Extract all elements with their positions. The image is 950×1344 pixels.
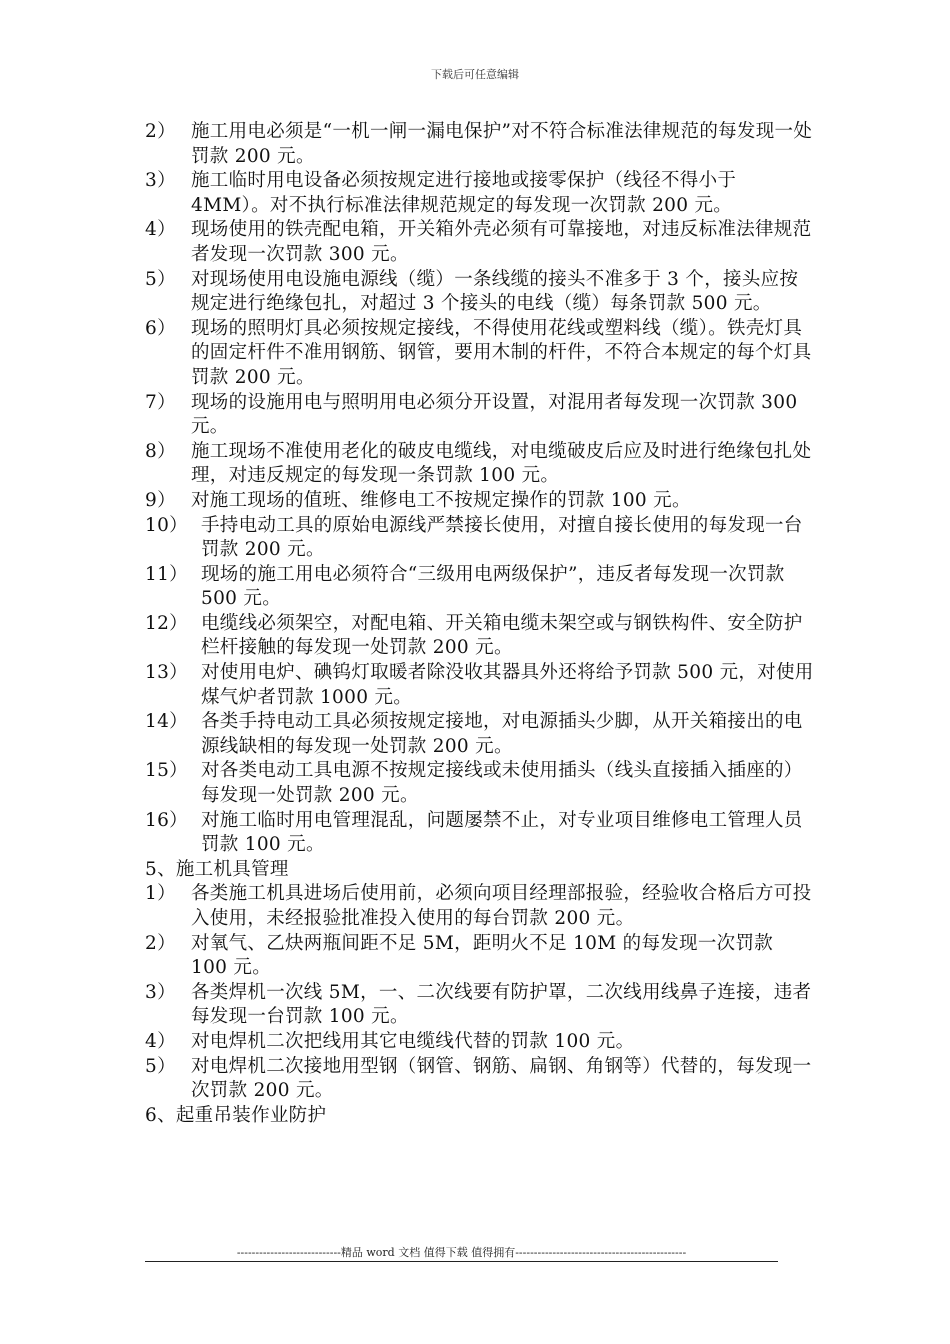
- item-text: 现场的照明灯具必须按规定接线，不得使用花线或塑料线（缆）。铁壳灯具的固定杆件不准用钢筋、钢管，要用木制的杆件，不符合本规定的每个灯具罚款 200 元。: [191, 317, 812, 388]
- footer-divider: [145, 1261, 778, 1262]
- list-item: [145, 563, 815, 612]
- item-text: 对现场使用电设施电源线（缆）一条线缆的接头不准多于 3 个，接头应按规定进行绝缘包扎，对超过 3 个接头的电线（缆）每条罚款 500 元。: [191, 268, 799, 315]
- item-number: 4）: [145, 1030, 176, 1052]
- item-text: 现场的设施用电与照明用电必须分开设置，对混用者每发现一次罚款 300 元。: [191, 391, 798, 438]
- list-item: [145, 710, 815, 759]
- page-footer: ----------------------------精品 word 文档 值得下载 值得拥有----------------------------------------------: [236, 1246, 687, 1259]
- list-item: [145, 268, 815, 317]
- list-item: [145, 317, 815, 391]
- item-number: 5）: [145, 1055, 176, 1077]
- section-heading: 6、起重吊装作业防护: [145, 1104, 327, 1126]
- item-number: 6）: [145, 317, 176, 339]
- document-body: [145, 120, 815, 1128]
- list-item: [145, 759, 815, 808]
- item-number: 9）: [145, 489, 176, 511]
- list-item: [145, 882, 815, 931]
- item-text: 各类手持电动工具必须按规定接地，对电源插头少脚，从开关箱接出的电源线缺相的每发现一处罚款 200 元。: [201, 711, 803, 757]
- item-number: 11）: [145, 563, 188, 585]
- list-item: [145, 489, 815, 514]
- list-item: [145, 120, 815, 169]
- item-text: 各类施工机具进场后使用前，必须向项目经理部报验，经验收合格后方可投入使用，未经报验批准投入使用的每台罚款 200 元。: [191, 883, 812, 929]
- item-number: 2）: [145, 121, 176, 142]
- item-number: 1）: [145, 883, 176, 905]
- item-number: 2）: [145, 932, 176, 954]
- list-item: [145, 981, 815, 1030]
- item-text: 施工用电必须是“一机一闸一漏电保护”对不符合标准法律规范的每发现一处罚款 200 元。: [191, 121, 813, 167]
- list-item: [145, 440, 815, 489]
- item-text: 对电焊机二次接地用型钢（钢管、钢筋、扁钢、角钢等）代替的，每发现一次罚款 200 元。: [191, 1055, 812, 1102]
- item-text: 手持电动工具的原始电源线严禁接长使用，对擅自接长使用的每发现一台罚款 200 元。: [201, 514, 803, 561]
- list-item: [145, 514, 815, 563]
- item-text: 现场使用的铁壳配电箱，开关箱外壳必须有可靠接地，对违反标准法律规范者发现一次罚款 300 元。: [191, 219, 812, 265]
- item-text: 施工现场不准使用老化的破皮电缆线，对电缆破皮后应及时进行绝缘包扎处理，对违反规定的每发现一条罚款 100 元。: [191, 440, 812, 487]
- list-item: [145, 932, 815, 981]
- item-text: 施工临时用电设备必须按规定进行接地或接零保护（线径不得小于 4MM）。对不执行标准法律规范规定的每发现一次罚款 200 元。: [191, 170, 737, 216]
- item-number: 3）: [145, 981, 176, 1003]
- list-item: [145, 612, 815, 661]
- item-text: 对使用电炉、碘钨灯取暖者除没收其器具外还将给予罚款 500 元，对使用煤气炉者罚款 1000 元。: [201, 662, 814, 708]
- item-text: 各类焊机一次线 5M，一、二次线要有防护罩，二次线用线鼻子连接，违者每发现一台罚款 100 元。: [191, 981, 812, 1028]
- item-number: 5）: [145, 268, 176, 290]
- list-item: [145, 218, 815, 267]
- item-number: 4）: [145, 219, 176, 241]
- item-number: 12）: [145, 612, 188, 634]
- item-number: 3）: [145, 170, 176, 192]
- item-text: 电缆线必须架空，对配电箱、开关箱电缆未架空或与钢铁构件、安全防护栏杆接触的每发现一处罚款 200 元。: [201, 612, 803, 659]
- item-number: 14）: [145, 711, 188, 733]
- list-item: [145, 1055, 815, 1104]
- list-item: [145, 661, 815, 710]
- list-item: [145, 169, 815, 218]
- item-text: 现场的施工用电必须符合“三级用电两级保护”，违反者每发现一次罚款 500 元。: [201, 563, 785, 610]
- item-number: 10）: [145, 514, 188, 536]
- item-number: 8）: [145, 440, 176, 462]
- item-number: 15）: [145, 760, 188, 782]
- item-text: 对电焊机二次把线用其它电缆线代替的罚款 100 元。: [191, 1030, 635, 1052]
- list-item: [145, 809, 815, 858]
- item-number: 13）: [145, 662, 188, 684]
- item-number: 7）: [145, 391, 176, 413]
- section-heading: 5、施工机具管理: [145, 858, 289, 880]
- item-number: 16）: [145, 809, 188, 831]
- list-item: [145, 1030, 815, 1055]
- item-text: 对各类电动工具电源不按规定接线或未使用插头（线头直接插入插座的）每发现一处罚款 200 元。: [201, 760, 803, 807]
- item-text: 对施工现场的值班、维修电工不按规定操作的罚款 100 元。: [191, 489, 691, 511]
- item-text: 对施工临时用电管理混乱，问题屡禁不止，对专业项目维修电工管理人员罚款 100 元。: [201, 809, 803, 856]
- item-text: 对氧气、乙炔两瓶间距不足 5M，距明火不足 10M 的每发现一次罚款 100 元。: [191, 932, 774, 979]
- page-header: 下载后可任意编辑: [431, 68, 519, 81]
- list-item: [145, 391, 815, 440]
